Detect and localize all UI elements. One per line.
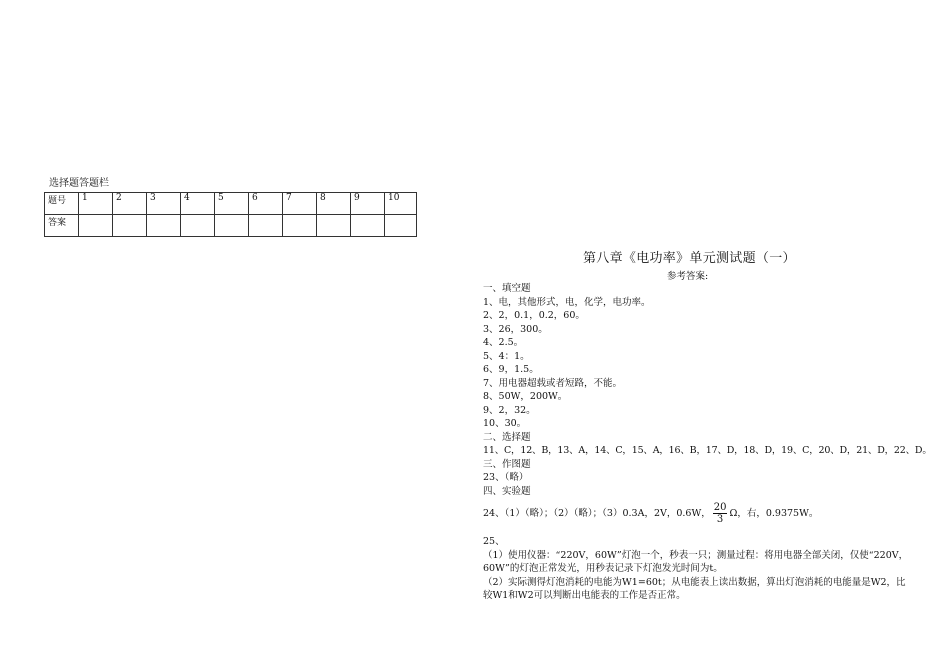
section-heading: 三、作图题 [483, 458, 531, 470]
row-header-answer: 答案 [45, 215, 79, 237]
reference-answer-heading: 参考答案: [667, 271, 709, 282]
answer-sheet-table [44, 192, 417, 237]
question-number-cell: 7 [283, 193, 317, 215]
section-heading: 二、选择题 [483, 431, 531, 443]
answer-body [483, 282, 932, 603]
section-heading: 一、填空题 [483, 283, 531, 294]
answer-cell[interactable] [215, 215, 249, 237]
answer-line: 25、 [483, 536, 505, 547]
question-number-cell: 8 [317, 193, 351, 215]
fraction [713, 502, 728, 525]
answer-line: 6、9，1.5。 [483, 364, 539, 375]
answer-paragraph: （1）使用仪器：“220V，60W”灯泡一个，秒表一只；测量过程：将用电器全部关闭，仅使“220V，60W”的灯泡正常发光，用秒表记录下灯泡发光时间为t。 [483, 549, 909, 574]
answer-line: 10、30。 [483, 418, 527, 429]
question-number-cell: 9 [351, 193, 385, 215]
answer-cell[interactable] [317, 215, 351, 237]
answer-line: 23、（略） [483, 472, 529, 483]
q24-suffix: Ω，右，0.9375W。 [729, 508, 819, 519]
fraction-denominator: 3 [716, 514, 724, 525]
answer-line: 2、2，0.1，0.2，60。 [483, 310, 585, 321]
question-number-row [45, 193, 417, 215]
question-number-cell: 5 [215, 193, 249, 215]
answer-cell[interactable] [113, 215, 147, 237]
answer-row [45, 215, 417, 237]
question-number-cell: 1 [79, 193, 113, 215]
answer-cell[interactable] [351, 215, 385, 237]
answer-line-24 [483, 502, 913, 525]
question-number-cell: 3 [147, 193, 181, 215]
answer-line: 5、4：1。 [483, 350, 530, 362]
question-number-cell: 10 [385, 193, 417, 215]
question-number-cell: 2 [113, 193, 147, 215]
fraction-numerator: 20 [713, 502, 727, 513]
answer-line: 9、2，32。 [483, 404, 536, 416]
answer-cell[interactable] [249, 215, 283, 237]
section-heading: 四、实验题 [483, 485, 531, 497]
table-caption: 选择题答题栏 [49, 178, 109, 189]
answer-line: 8、50W，200W。 [483, 391, 568, 402]
question-number-cell: 6 [249, 193, 283, 215]
row-header-question-number: 题号 [45, 193, 79, 215]
answer-line: 7、用电器超载或者短路，不能。 [483, 377, 623, 389]
answer-cell[interactable] [385, 215, 417, 237]
answer-line: 3、26，300。 [483, 323, 548, 335]
answer-cell[interactable] [79, 215, 113, 237]
q24-prefix: 24、（1）（略）；（2）（略）；（3）0.3A，2V，0.6W， [483, 508, 711, 519]
question-number-cell: 4 [181, 193, 215, 215]
answer-paragraph: （2）实际测得灯泡消耗的电能为W1=60t；从电能表上读出数据，算出灯泡消耗的电能量是W2，比较W1和W2可以判断出电能表的工作是否正常。 [483, 576, 906, 601]
answer-line: 11、C，12、B，13、A，14、C，15、A，16、B，17、D，18、D，19、C，20、D，21、D，22、D。 [483, 445, 932, 456]
document-title: 第八章《电功率》单元测试题（一） [583, 251, 796, 266]
answer-line: 4、2.5。 [483, 337, 524, 348]
answer-cell[interactable] [181, 215, 215, 237]
answer-cell[interactable] [147, 215, 181, 237]
answer-cell[interactable] [283, 215, 317, 237]
answer-line: 1、电，其他形式，电，化学，电功率。 [483, 296, 651, 308]
